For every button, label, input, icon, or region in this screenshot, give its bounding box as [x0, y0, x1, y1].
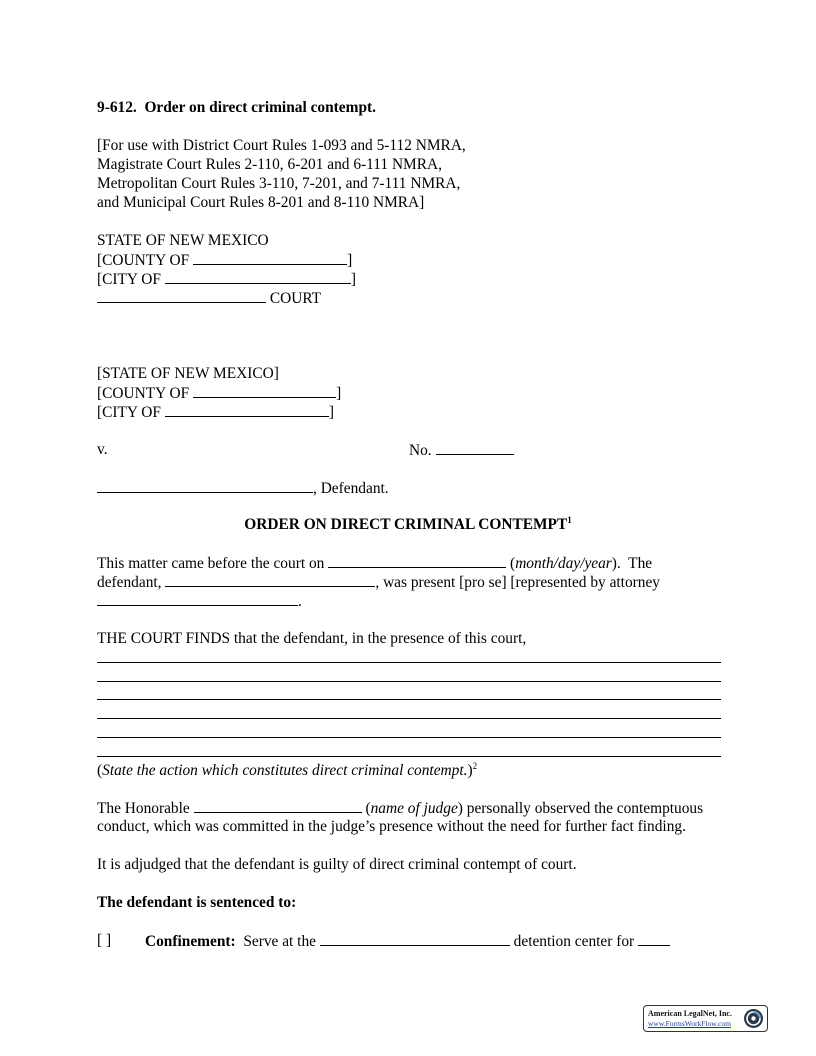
paragraph-line	[97, 591, 302, 611]
findings-blank-line[interactable]	[97, 681, 721, 682]
form-heading: 9-612. Order on direct criminal contempt.	[97, 99, 376, 116]
paragraph-text: , was present [pro se] [represented by attorney	[375, 574, 660, 591]
order-title-text: ORDER ON DIRECT CRIMINAL CONTEMPT	[244, 516, 568, 533]
defendant-suffix: , Defendant.	[313, 480, 389, 497]
county-prefix: [COUNTY OF	[97, 252, 194, 269]
paren: (	[361, 800, 371, 817]
confinement-line	[145, 931, 670, 951]
versus: v.	[97, 441, 108, 458]
paren: )	[467, 762, 473, 779]
globe-icon	[743, 1008, 764, 1029]
paragraph-line	[97, 553, 652, 573]
findings-blank-line[interactable]	[97, 756, 721, 757]
court-county-blank[interactable]	[193, 250, 347, 265]
confinement-text: Serve at the	[235, 933, 320, 950]
case-number-line	[409, 440, 514, 460]
court-city-line	[97, 269, 356, 289]
county-prefix: [COUNTY OF	[97, 385, 194, 402]
court-state: STATE OF NEW MEXICO	[97, 232, 269, 249]
date-hint: month/day/year	[515, 555, 612, 572]
caption-city-line	[97, 402, 334, 422]
findings-blank-line[interactable]	[97, 718, 721, 719]
judge-hint: name of judge	[370, 800, 458, 817]
caption-state: [STATE OF NEW MEXICO]	[97, 365, 279, 382]
paragraph-text: .	[298, 593, 302, 610]
paren: (	[506, 555, 516, 572]
hearing-date-blank[interactable]	[328, 553, 506, 568]
usage-note-line: and Municipal Court Rules 8-201 and 8-110 NMRA]	[97, 194, 425, 211]
confinement-days-blank[interactable]	[638, 931, 670, 946]
usage-note-line: Metropolitan Court Rules 3-110, 7-201, and 7-111 NMRA,	[97, 175, 461, 192]
paragraph-line	[97, 572, 660, 592]
court-suffix: COURT	[266, 290, 322, 307]
paragraph-text: defendant,	[97, 574, 166, 591]
footnote-marker: 2	[472, 761, 478, 771]
findings-blank-line[interactable]	[97, 699, 721, 700]
confinement-checkbox[interactable]: [ ]	[97, 932, 112, 949]
bracket: ]	[350, 271, 356, 288]
court-city-blank[interactable]	[165, 269, 351, 284]
order-title	[0, 515, 816, 534]
court-county-line	[97, 250, 352, 270]
footnote-marker: 1	[567, 515, 572, 525]
legalnet-badge[interactable]	[643, 1005, 768, 1032]
case-number-label: No.	[409, 442, 436, 459]
paragraph-text: The Honorable	[97, 800, 194, 817]
paragraph-text: ). The	[611, 555, 653, 572]
paragraph-text: This matter came before the court on	[97, 555, 329, 572]
badge-company: American LegalNet, Inc.	[648, 1009, 732, 1018]
city-prefix: [CITY OF	[97, 271, 165, 288]
caption-city-blank[interactable]	[165, 402, 329, 417]
bracket: ]	[328, 404, 334, 421]
bracket: ]	[336, 385, 342, 402]
findings-intro: THE COURT FINDS that the defendant, in the presence of this court,	[97, 630, 527, 647]
confinement-label: Confinement:	[145, 933, 236, 950]
instruction-text: State the action which constitutes direct criminal contempt.	[102, 762, 468, 779]
paragraph-text: ) personally observed the contemptuous	[457, 800, 704, 817]
detention-center-blank[interactable]	[320, 931, 510, 946]
findings-blank-line[interactable]	[97, 662, 721, 663]
paragraph-line	[97, 798, 703, 818]
court-name-blank[interactable]	[97, 288, 266, 303]
defendant-line	[97, 478, 389, 498]
paren: (	[97, 762, 103, 779]
adjudged-statement: It is adjudged that the defendant is guilty of direct criminal contempt of court.	[97, 856, 577, 873]
findings-blank-line[interactable]	[97, 737, 721, 738]
paragraph-line: conduct, which was committed in the judge’s presence without the need for further fact finding.	[97, 818, 686, 835]
caption-county-line	[97, 383, 341, 403]
defendant-name-blank[interactable]	[97, 478, 313, 493]
bracket: ]	[347, 252, 353, 269]
usage-note-line: [For use with District Court Rules 1-093 and 5-112 NMRA,	[97, 137, 466, 154]
court-name-line	[97, 288, 321, 308]
defendant-blank[interactable]	[165, 572, 375, 587]
confinement-text: detention center for	[509, 933, 639, 950]
caption-county-blank[interactable]	[193, 383, 336, 398]
city-prefix: [CITY OF	[97, 404, 165, 421]
judge-name-blank[interactable]	[194, 798, 362, 813]
case-number-blank[interactable]	[436, 440, 514, 455]
usage-note-line: Magistrate Court Rules 2-110, 6-201 and 6-111 NMRA,	[97, 156, 442, 173]
badge-url[interactable]: www.FormsWorkFlow.com	[648, 1019, 732, 1028]
sentence-heading: The defendant is sentenced to:	[97, 894, 297, 911]
attorney-blank[interactable]	[97, 591, 298, 606]
findings-instruction	[97, 761, 477, 780]
